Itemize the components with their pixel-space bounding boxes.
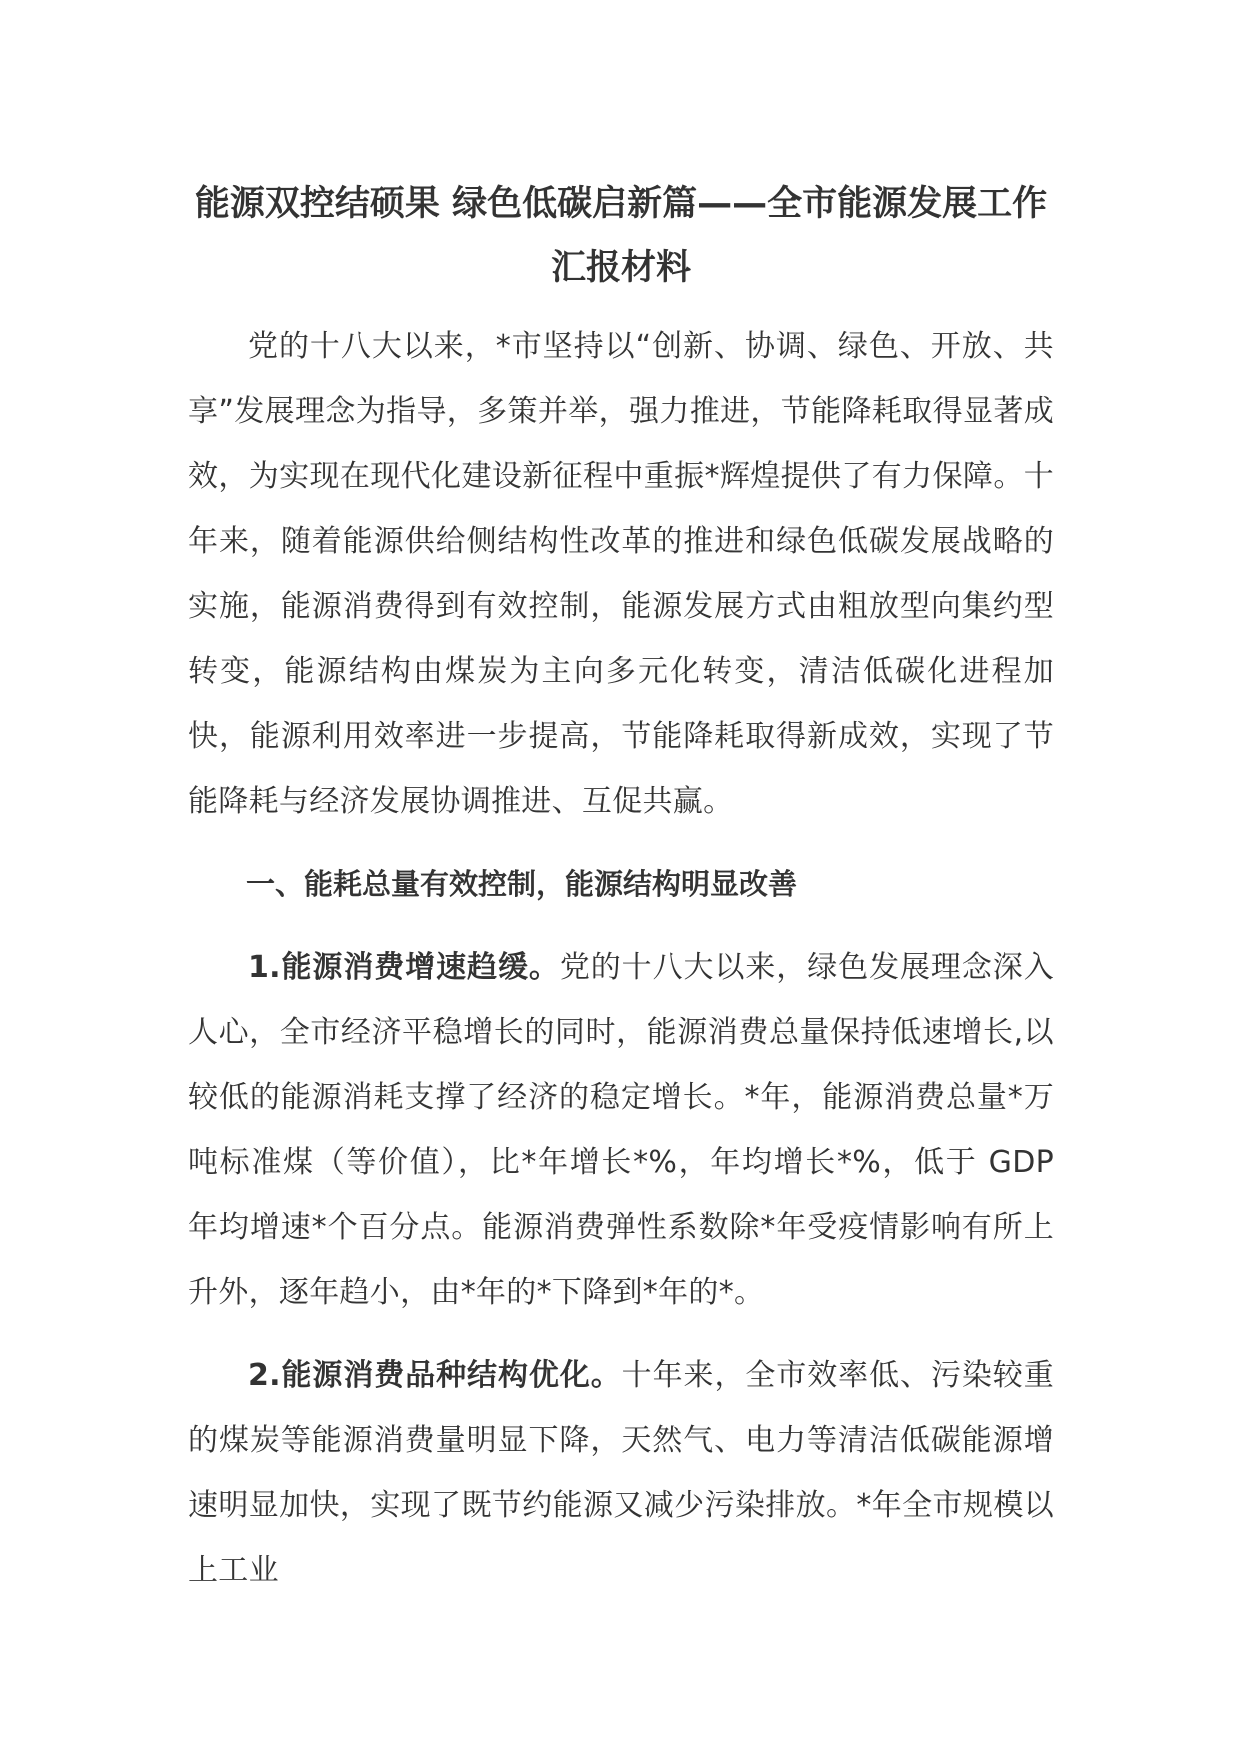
intro-paragraph: 党的十八大以来，*市坚持以“创新、协调、绿色、开放、共享”发展理念为指导，多策并举，强力推进，节能降耗取得显著成效，为实现在现代化建设新征程中重振*辉煌提供了有力保障。十年来，随着能源供给侧结构性改革的推进和绿色低碳发展战略的实施，能源消费得到有效控制，能源发展方式由粗放型向集约型转变，能源结构由煤炭为主向多元化转变，清洁低碳化进程加快，能源利用效率进一步提高，节能降耗取得新成效，实现了节能降耗与经济发展协调推进、互促共赢。 (188, 329, 1054, 819)
item-1-lead: 1.能源消费增速趋缓。 (248, 950, 560, 985)
document-page (188, 172, 1054, 1603)
item-1-text: 党的十八大以来，绿色发展理念深入人心，全市经济平稳增长的同时，能源消费总量保持低速增长,以较低的能源消耗支撑了经济的稳定增长。*年，能源消费总量*万吨标准煤（等价值），比*年增长*%，年均增长*%，低于 GDP 年均增速*个百分点。能源消费弹性系数除*年受疫情影响有所上升外，逐年趋小，由*年的*下降到*年的*。 (188, 950, 1054, 1310)
section-heading-1: 一、能耗总量有效控制，能源结构明显改善 (246, 867, 798, 901)
item-2-text: 十年来，全市效率低、污染较重的煤炭等能源消费量明显下降，天然气、电力等清洁低碳能源增速明显加快，实现了既节约能源又减少污染排放。*年全市规模以上工业 (188, 1358, 1054, 1588)
paragraph-item-2 (188, 1343, 1054, 1603)
item-2-lead: 2.能源消费品种结构优化。 (248, 1358, 622, 1393)
paragraph-item-1 (188, 935, 1054, 1325)
document-title: 能源双控结硕果 绿色低碳启新篇——全市能源发展工作汇报材料 (194, 184, 1048, 288)
